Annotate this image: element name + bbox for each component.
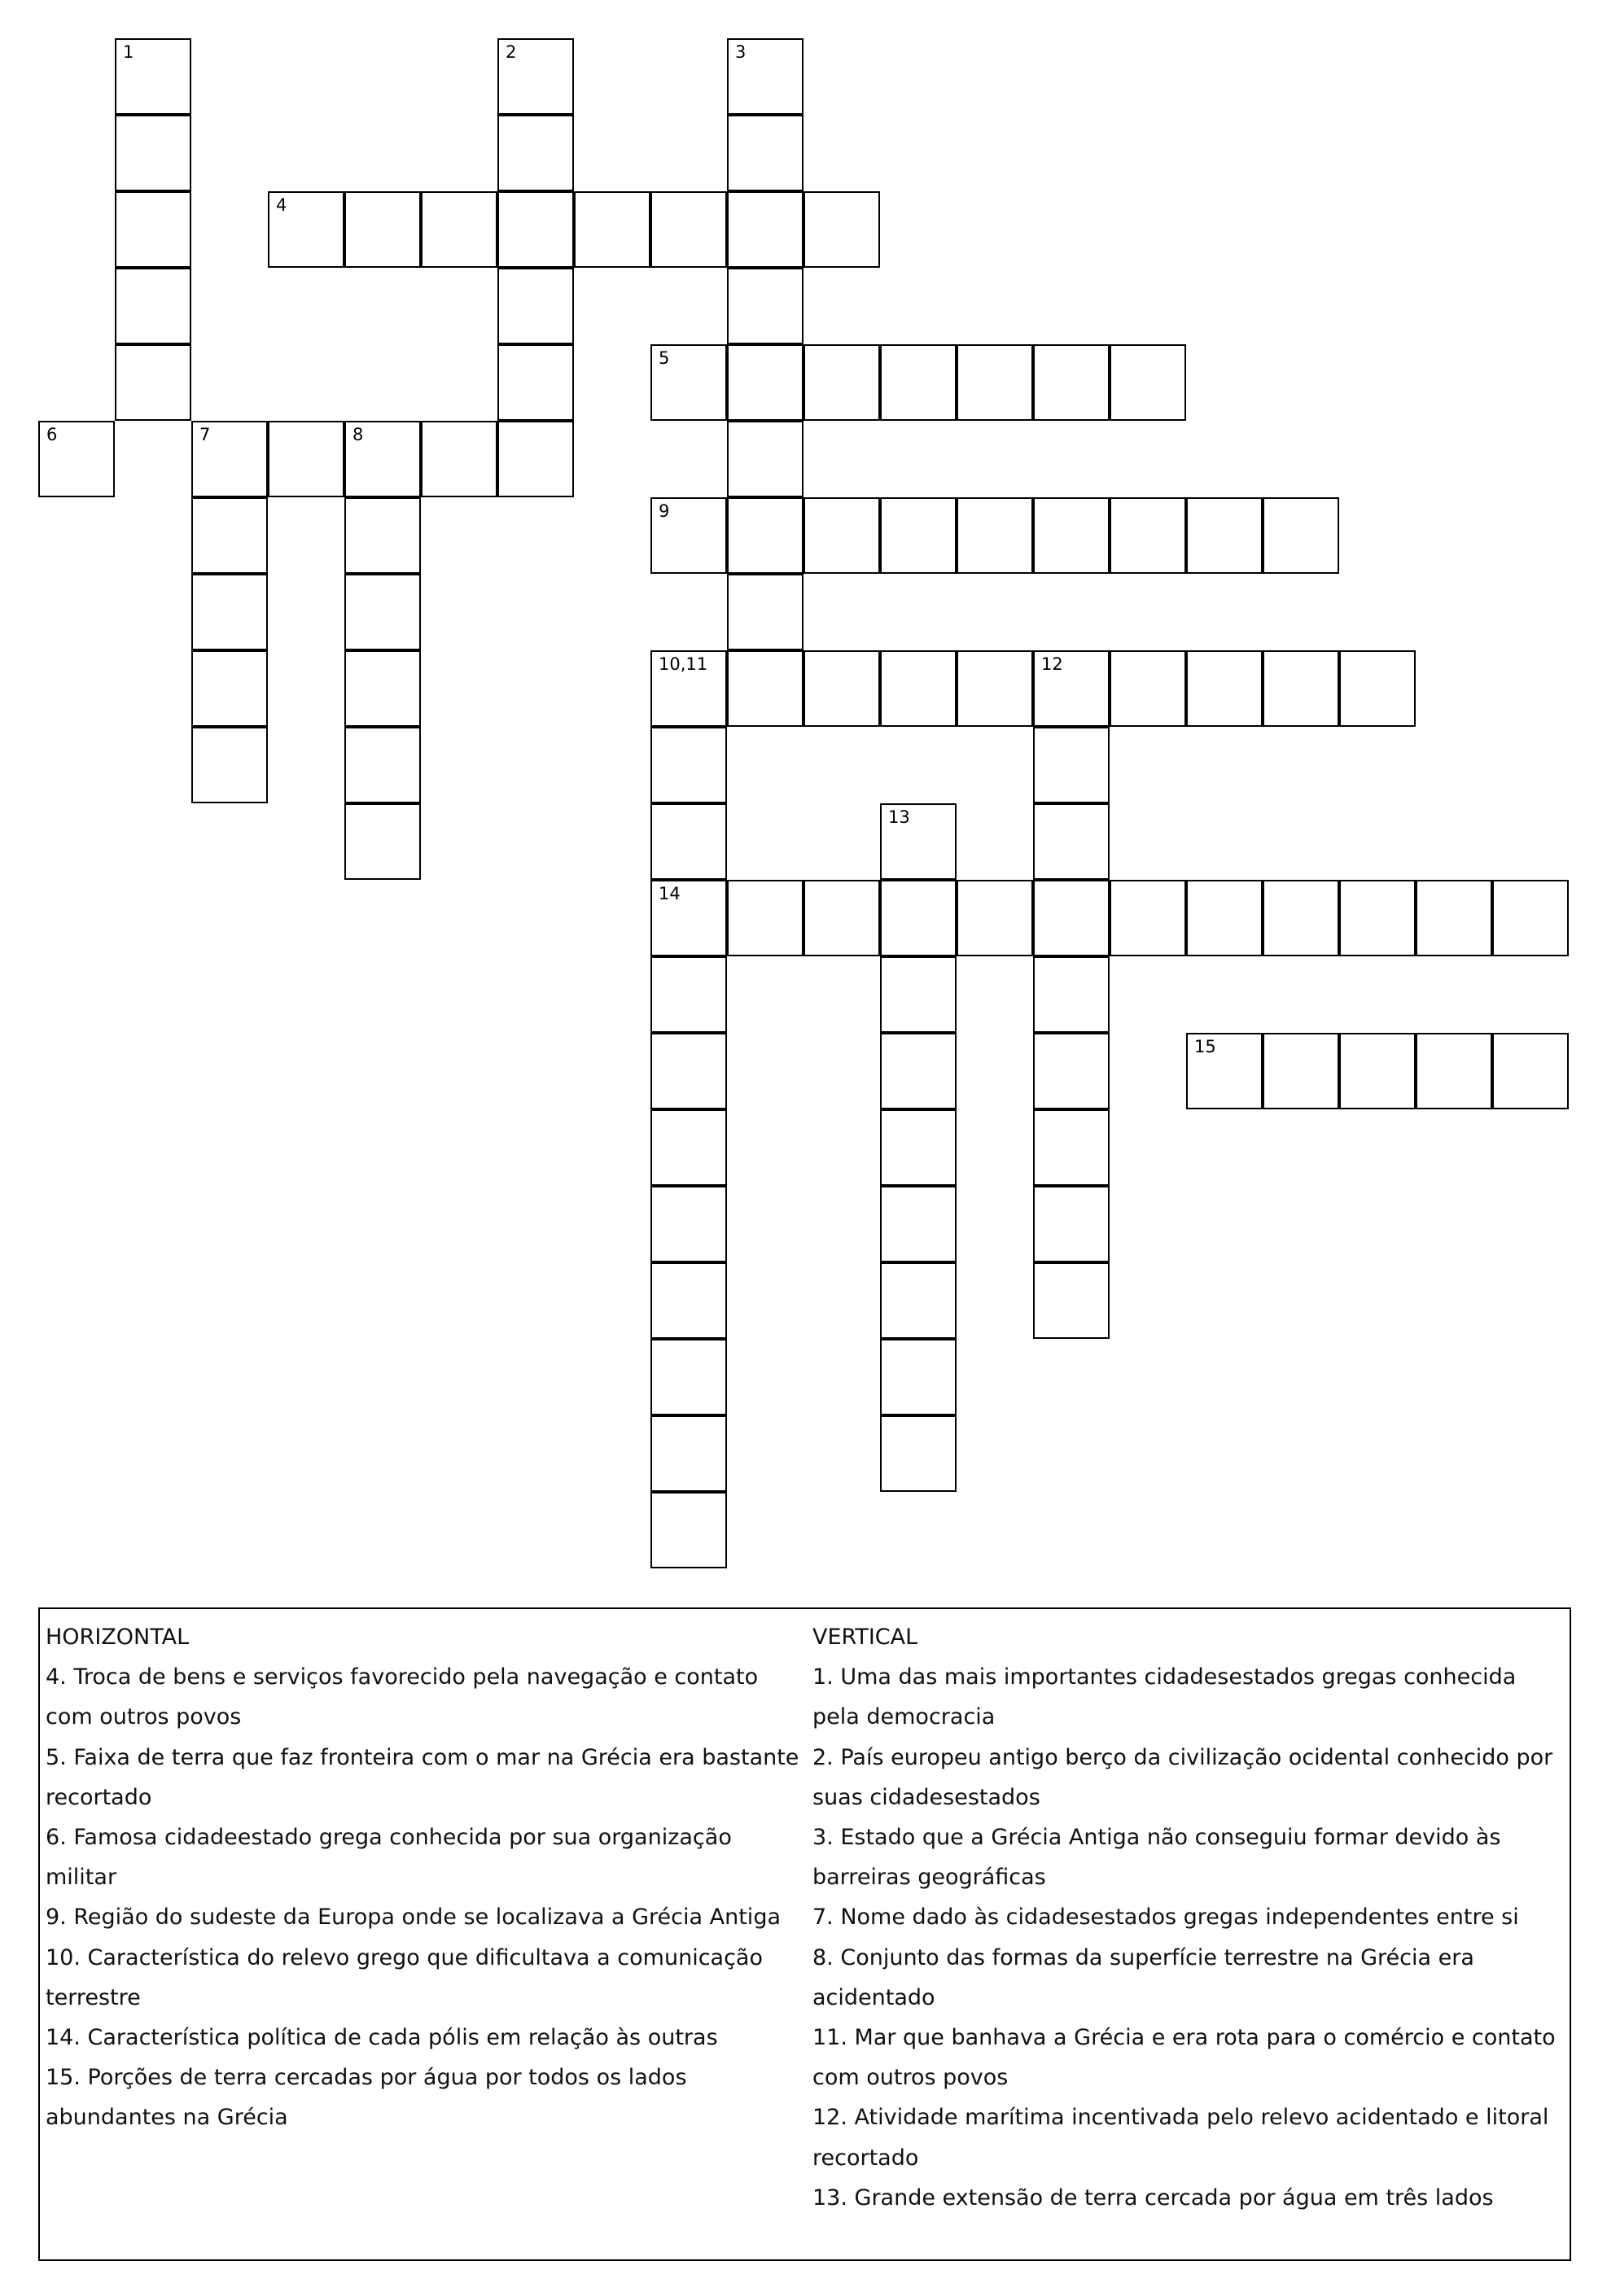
- crossword-cell[interactable]: [115, 268, 191, 344]
- crossword-cell[interactable]: [1033, 1186, 1110, 1262]
- crossword-cell[interactable]: [1263, 650, 1339, 727]
- vertical-clue-2: 2. País europeu antigo berço da civilização ocidental conhecido por suas cidadesestados: [812, 1744, 1553, 1810]
- clue-number: 12: [1041, 654, 1063, 674]
- crossword-cell[interactable]: [1033, 344, 1110, 421]
- crossword-cell[interactable]: [804, 880, 880, 956]
- crossword-cell[interactable]: [804, 344, 880, 421]
- vertical-clue-8: 8. Conjunto das formas da superfície terrestre na Grécia era acidentado: [812, 1944, 1474, 2010]
- crossword-cell[interactable]: [1186, 1033, 1263, 1109]
- crossword-cell[interactable]: [727, 497, 804, 574]
- crossword-cell[interactable]: [344, 191, 421, 268]
- crossword-cell[interactable]: [650, 880, 727, 956]
- crossword-cell[interactable]: [650, 1186, 727, 1262]
- crossword-cell[interactable]: [880, 880, 957, 956]
- crossword-cell[interactable]: [1492, 880, 1569, 956]
- crossword-cell[interactable]: [1033, 1109, 1110, 1186]
- clue-number: 8: [352, 425, 364, 444]
- crossword-cell[interactable]: [115, 191, 191, 268]
- crossword-cell[interactable]: [650, 1033, 727, 1109]
- crossword-cell[interactable]: [115, 344, 191, 421]
- crossword-cell[interactable]: [268, 421, 344, 497]
- crossword-cell[interactable]: [650, 1492, 727, 1568]
- crossword-cell[interactable]: [497, 38, 574, 115]
- horizontal-clue-4: 4. Troca de bens e serviços favorecido pela navegação e contato com outros povos: [46, 1664, 759, 1730]
- clue-number: 10,11: [659, 654, 708, 674]
- clue-number: 15: [1194, 1037, 1216, 1056]
- crossword-cell[interactable]: [1110, 497, 1186, 574]
- crossword-cell[interactable]: [191, 727, 268, 803]
- crossword-cell[interactable]: [1186, 497, 1263, 574]
- horizontal-clue-14: 14. Característica política de cada pólis em relação às outras: [46, 2025, 718, 2051]
- crossword-cell[interactable]: [727, 574, 804, 650]
- crossword-cell[interactable]: [804, 650, 880, 727]
- crossword-cell[interactable]: [880, 1415, 957, 1492]
- crossword-cell[interactable]: [344, 727, 421, 803]
- horizontal-clue-15: 15. Porções de terra cercadas por água por todos os lados abundantes na Grécia: [46, 2065, 687, 2131]
- clue-number: 7: [199, 425, 211, 444]
- crossword-cell[interactable]: [191, 497, 268, 574]
- crossword-cell[interactable]: [727, 650, 804, 727]
- crossword-cell[interactable]: [344, 803, 421, 880]
- crossword-cell[interactable]: [1339, 1033, 1416, 1109]
- crossword-cell[interactable]: [804, 497, 880, 574]
- crossword-cell[interactable]: [1416, 880, 1492, 956]
- crossword-cell[interactable]: [804, 191, 880, 268]
- crossword-cell[interactable]: [1033, 1033, 1110, 1109]
- crossword-cell[interactable]: [497, 421, 574, 497]
- clue-number: 4: [276, 195, 287, 215]
- crossword-cell[interactable]: [1263, 497, 1339, 574]
- vertical-heading: VERTICAL: [812, 1625, 918, 1650]
- crossword-cell[interactable]: [1033, 1262, 1110, 1339]
- crossword-cell[interactable]: [650, 497, 727, 574]
- crossword-cell[interactable]: [880, 344, 957, 421]
- crossword-cell[interactable]: [1339, 880, 1416, 956]
- crossword-cell[interactable]: [880, 1186, 957, 1262]
- crossword-cell[interactable]: [880, 803, 957, 880]
- crossword-cell[interactable]: [957, 650, 1033, 727]
- crossword-cell[interactable]: [1263, 880, 1339, 956]
- horizontal-clue-6: 6. Famosa cidadeestado grega conhecida por sua organização militar: [46, 1825, 732, 1891]
- crossword-cell[interactable]: [727, 268, 804, 344]
- clue-number: 6: [46, 425, 58, 444]
- crossword-cell[interactable]: [650, 727, 727, 803]
- crossword-cell[interactable]: [344, 650, 421, 727]
- crossword-cell[interactable]: [650, 650, 727, 727]
- horizontal-heading: HORIZONTAL: [46, 1625, 190, 1650]
- crossword-cell[interactable]: [880, 956, 957, 1033]
- crossword-cell[interactable]: [1339, 650, 1416, 727]
- crossword-cell[interactable]: [650, 803, 727, 880]
- crossword-cell[interactable]: [115, 38, 191, 115]
- vertical-clue-12: 12. Atividade marítima incentivada pelo relevo acidentado e litoral recortado: [812, 2105, 1549, 2171]
- crossword-cell[interactable]: [957, 344, 1033, 421]
- crossword-cell[interactable]: [344, 574, 421, 650]
- crossword-cell[interactable]: [1033, 497, 1110, 574]
- crossword-cell[interactable]: [497, 344, 574, 421]
- crossword-cell[interactable]: [650, 1109, 727, 1186]
- clue-number: 3: [735, 42, 747, 62]
- clue-number: 13: [888, 807, 910, 827]
- crossword-cell[interactable]: [1492, 1033, 1569, 1109]
- crossword-cell[interactable]: [421, 421, 497, 497]
- crossword-cell[interactable]: [880, 650, 957, 727]
- horizontal-clues-column: [46, 1617, 809, 2138]
- crossword-cell[interactable]: [650, 344, 727, 421]
- crossword-cell[interactable]: [1110, 880, 1186, 956]
- crossword-cell[interactable]: [650, 191, 727, 268]
- vertical-clue-13: 13. Grande extensão de terra cercada por água em três lados: [812, 2184, 1494, 2211]
- crossword-cell[interactable]: [1033, 650, 1110, 727]
- crossword-cell[interactable]: [1416, 1033, 1492, 1109]
- crossword-cell[interactable]: [421, 191, 497, 268]
- crossword-cell[interactable]: [115, 115, 191, 191]
- crossword-cell[interactable]: [1033, 880, 1110, 956]
- crossword-cell[interactable]: [1033, 956, 1110, 1033]
- crossword-cell[interactable]: [957, 497, 1033, 574]
- crossword-cell[interactable]: [727, 344, 804, 421]
- crossword-cell[interactable]: [880, 1109, 957, 1186]
- crossword-cell[interactable]: [497, 191, 574, 268]
- crossword-cell[interactable]: [344, 497, 421, 574]
- crossword-cell[interactable]: [191, 421, 268, 497]
- vertical-clue-1: 1. Uma das mais importantes cidadesestados gregas conhecida pela democracia: [812, 1664, 1517, 1730]
- crossword-cell[interactable]: [650, 1262, 727, 1339]
- crossword-cell[interactable]: [497, 115, 574, 191]
- crossword-cell[interactable]: [880, 497, 957, 574]
- crossword-cell[interactable]: [727, 191, 804, 268]
- crossword-cell[interactable]: [1186, 650, 1263, 727]
- clues-box: [38, 1607, 1571, 2261]
- horizontal-clue-10: 10. Característica do relevo grego que dificultava a comunicação terrestre: [46, 1944, 763, 2010]
- crossword-cell[interactable]: [880, 1339, 957, 1415]
- clue-number: 14: [659, 884, 681, 903]
- crossword-cell[interactable]: [268, 191, 344, 268]
- crossword-cell[interactable]: [497, 268, 574, 344]
- horizontal-clue-9: 9. Região do sudeste da Europa onde se localizava a Grécia Antiga: [46, 1905, 781, 1931]
- crossword-cell[interactable]: [574, 191, 650, 268]
- crossword-cell[interactable]: [191, 650, 268, 727]
- vertical-clue-3: 3. Estado que a Grécia Antiga não conseguiu formar devido às barreiras geográficas: [812, 1825, 1501, 1891]
- vertical-clue-11: 11. Mar que banhava a Grécia e era rota para o comércio e contato com outros povos: [812, 2025, 1556, 2091]
- crossword-cell[interactable]: [38, 421, 115, 497]
- clue-number: 5: [659, 348, 670, 368]
- crossword-cell[interactable]: [1033, 803, 1110, 880]
- vertical-clues-column: [812, 1617, 1565, 2218]
- crossword-cell[interactable]: [880, 1262, 957, 1339]
- crossword-cell[interactable]: [1033, 727, 1110, 803]
- crossword-cell[interactable]: [1110, 344, 1186, 421]
- crossword-cell[interactable]: [727, 880, 804, 956]
- crossword-cell[interactable]: [650, 956, 727, 1033]
- crossword-cell[interactable]: [650, 1339, 727, 1415]
- clue-number: 1: [123, 42, 134, 62]
- crossword-cell[interactable]: [191, 574, 268, 650]
- crossword-cell[interactable]: [650, 1415, 727, 1492]
- clue-number: 9: [659, 501, 670, 521]
- crossword-cell[interactable]: [344, 421, 421, 497]
- crossword-cell[interactable]: [1110, 650, 1186, 727]
- vertical-clue-7: 7. Nome dado às cidadesestados gregas independentes entre si: [812, 1905, 1519, 1931]
- crossword-cell[interactable]: [1186, 880, 1263, 956]
- crossword-cell[interactable]: [727, 421, 804, 497]
- crossword-cell[interactable]: [727, 38, 804, 115]
- crossword-cell[interactable]: [957, 880, 1033, 956]
- clue-number: 2: [506, 42, 517, 62]
- horizontal-clue-5: 5. Faixa de terra que faz fronteira com o mar na Grécia era bastante recortado: [46, 1744, 799, 1810]
- crossword-cell[interactable]: [880, 1033, 957, 1109]
- crossword-cell[interactable]: [1263, 1033, 1339, 1109]
- crossword-cell[interactable]: [727, 115, 804, 191]
